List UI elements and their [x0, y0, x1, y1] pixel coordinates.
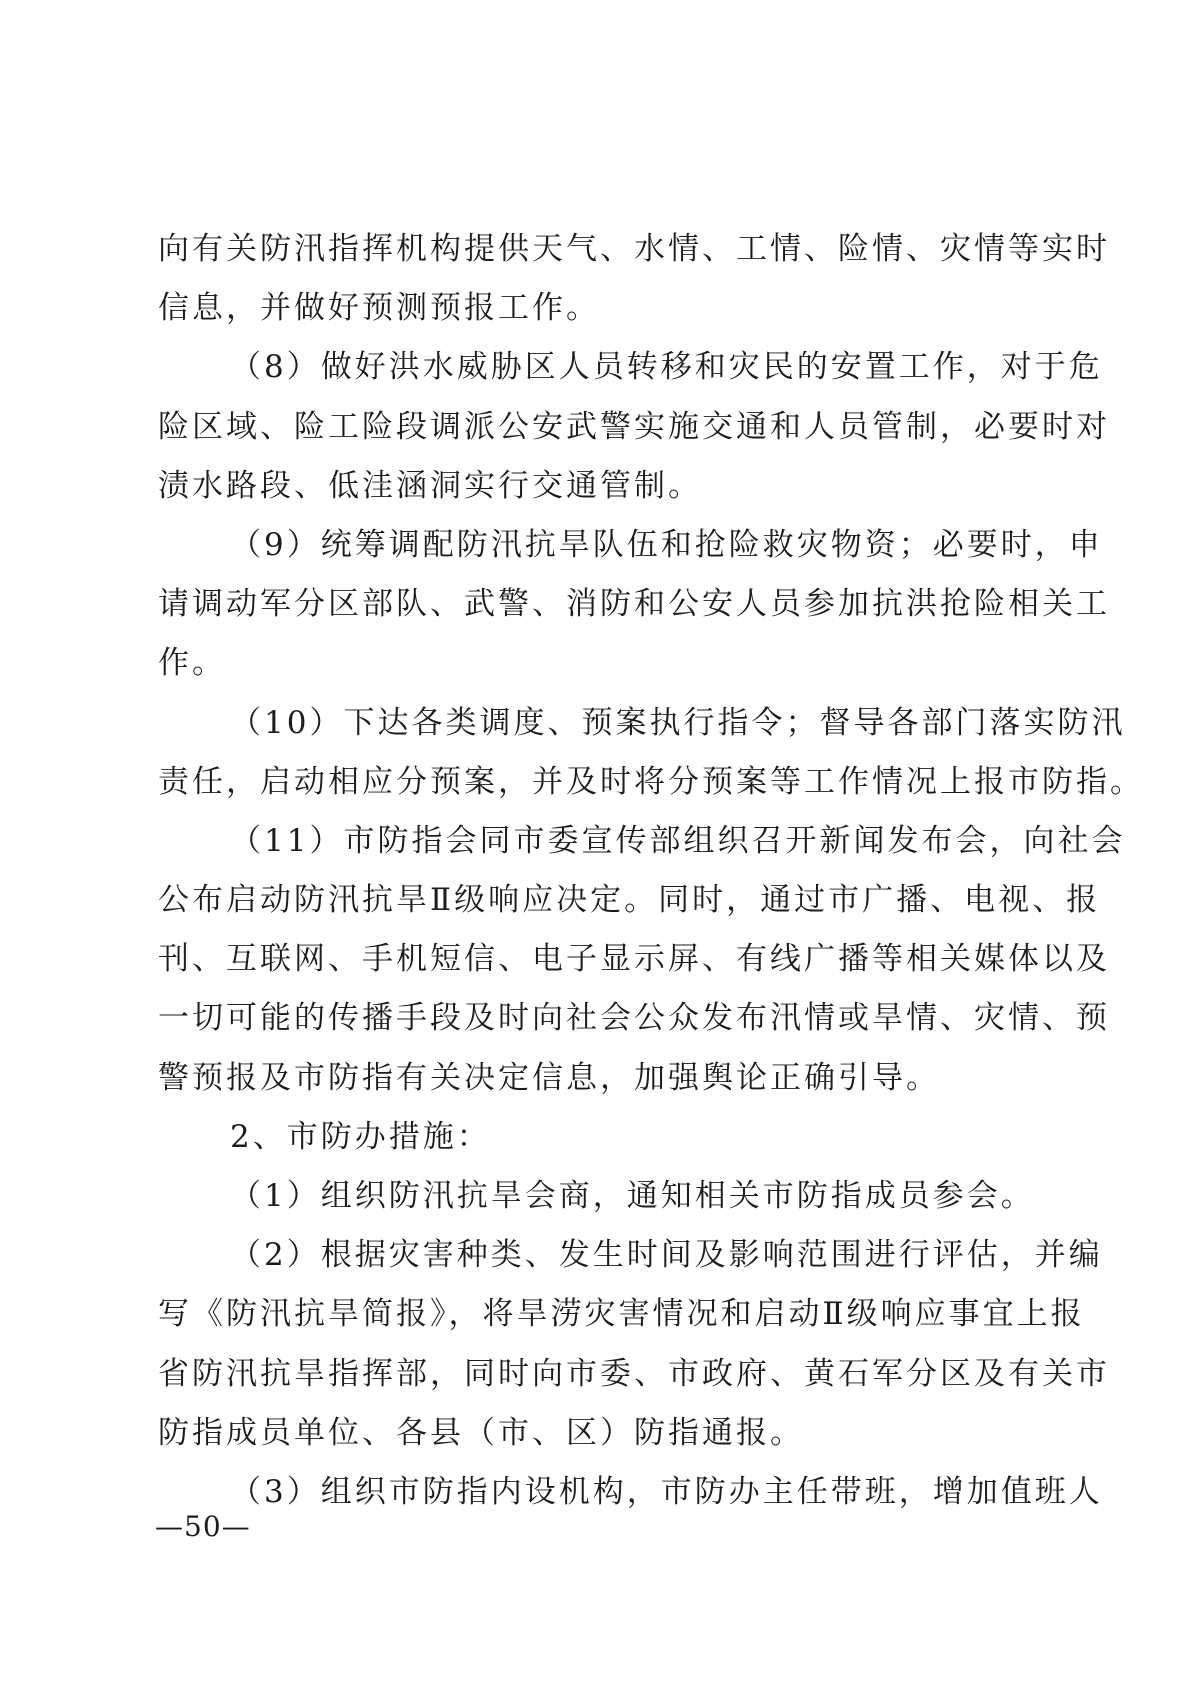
- document-body: [158, 220, 1144, 1522]
- paragraph-item-8: （8）做好洪水威胁区人员转移和灾民的安置工作，对于危: [230, 349, 1103, 386]
- paragraph-item-10: （10）下达各类调度、预案执行指令；督导各部门落实防汛: [230, 704, 1126, 741]
- text-line: 省防汛抗旱指挥部，同时向市委、市政府、黄石军分区及有关市: [158, 1355, 1110, 1392]
- text-line: 请调动军分区部队、武警、消防和公安人员参加抗洪抢险相关工: [158, 586, 1110, 623]
- paragraph-item-11: （11）市防指会同市委宣传部组织召开新闻发布会，向社会: [230, 822, 1126, 859]
- text-line: 警预报及市防指有关决定信息，加强舆论正确引导。: [158, 1059, 940, 1096]
- text-line: 险区域、险工险段调派公安武警实施交通和人员管制，必要时对: [158, 408, 1110, 445]
- text-line: 刊、互联网、手机短信、电子显示屏、有线广播等相关媒体以及: [158, 941, 1110, 978]
- paragraph-item-9: （9）统筹调配防汛抗旱队伍和抢险救灾物资；必要时，申: [230, 526, 1103, 563]
- paragraph-item-1: （1）组织防汛抗旱会商，通知相关市防指成员参会。: [230, 1178, 1035, 1214]
- paragraph-item-3: （3）组织市防指内设机构，市防办主任带班，增加值班人: [230, 1473, 1103, 1510]
- text-line: 防指成员单位、各县（市、区）防指通报。: [158, 1414, 804, 1451]
- text-line: 作。: [158, 645, 226, 682]
- section-heading: 2、市防办措施：: [230, 1118, 491, 1155]
- text-line: 信息，并做好预测预报工作。: [158, 290, 600, 327]
- text-line: 责任，启动相应分预案，并及时将分预案等工作情况上报市防指。: [158, 763, 1144, 800]
- text-line: 一切可能的传播手段及时向社会公众发布汛情或旱情、灾情、预: [158, 1000, 1110, 1037]
- text-line: 向有关防汛指挥机构提供天气、水情、工情、险情、灾情等实时: [158, 231, 1110, 267]
- text-line: 公布启动防汛抗旱Ⅱ级响应决定。同时，通过市广播、电视、报: [158, 882, 1101, 919]
- text-line: 写《防汛抗旱简报》，将旱涝灾害情况和启动Ⅱ级响应事宜上报: [158, 1296, 1085, 1333]
- page-number: —50—: [155, 1510, 251, 1543]
- paragraph-item-2: （2）根据灾害种类、发生时间及影响范围进行评估，并编: [230, 1237, 1103, 1274]
- text-line: 渍水路段、低洼涵洞实行交通管制。: [158, 467, 702, 504]
